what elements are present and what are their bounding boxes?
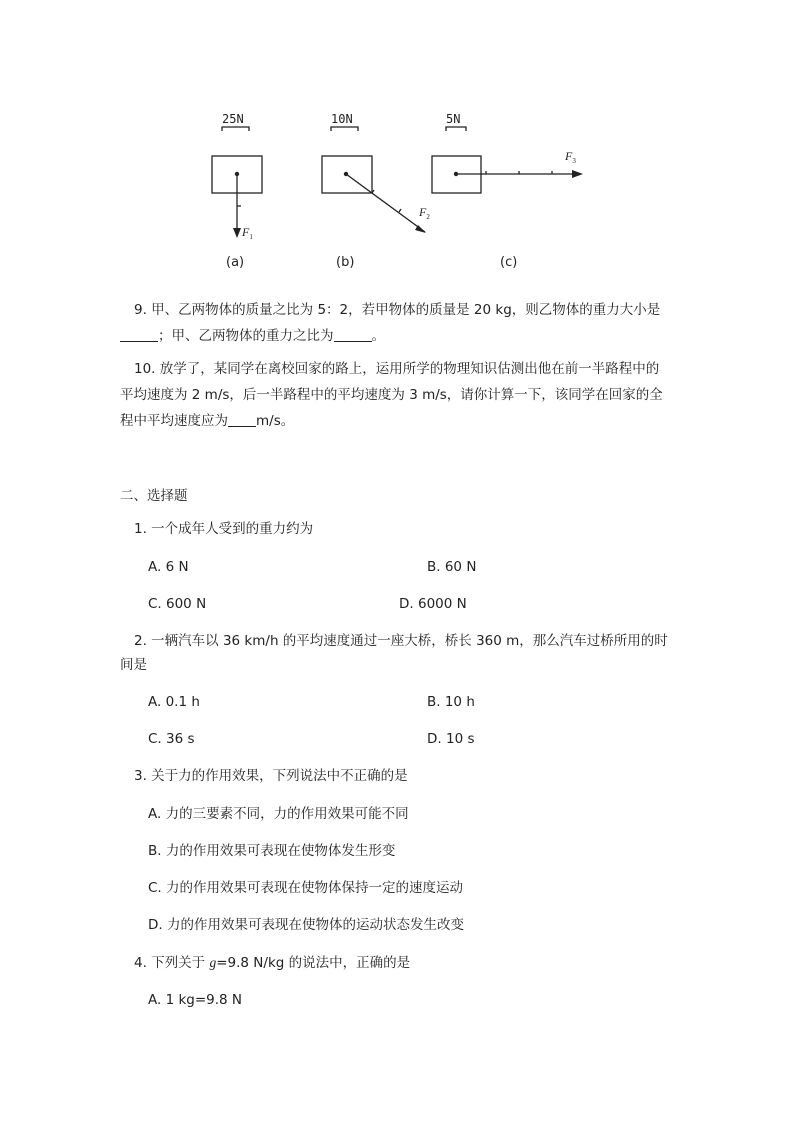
choice-question-4-stem: 4. 下列关于 g=9.8 N/kg 的说法中，正确的是: [134, 955, 411, 971]
q9-text-b: ；甲、乙两物体的重力之比为: [158, 328, 334, 344]
choice-q1-option-a[interactable]: A. 6 N: [148, 559, 189, 575]
section-title: 二、选择题: [120, 488, 188, 504]
choice-q2-option-a[interactable]: A. 0.1 h: [148, 694, 200, 710]
variable-g: g: [209, 955, 217, 970]
force-label-f1: $F_1$: [242, 225, 253, 241]
choice-q2-option-d[interactable]: D. 10 s: [427, 731, 475, 747]
diagram-a: [212, 127, 262, 238]
q10-line-2: 平均速度为 2 m/s，后一半路程中的平均速度为 3 m/s，请你计算一下，该同学在回家的全: [120, 387, 663, 403]
scale-label-a: 25N: [222, 112, 244, 126]
choice-q1-option-b[interactable]: B. 60 N: [427, 559, 477, 575]
choice-q2-option-b[interactable]: B. 10 h: [427, 694, 475, 710]
scale-bar-a: [222, 127, 249, 131]
choice-q3-option-c[interactable]: C. 力的作用效果可表现在使物体保持一定的速度运动: [148, 880, 464, 896]
choice-question-2-stem-line-1: 2. 一辆汽车以 36 km/h 的平均速度通过一座大桥，桥长 360 m，那么汽车过桥所用的时: [134, 633, 668, 649]
choice-q3-option-d[interactable]: D. 力的作用效果可表现在使物体的运动状态发生改变: [148, 917, 464, 933]
q9-text-a: 9. 甲、乙两物体的质量之比为 5：2，若甲物体的质量是 20 kg，则乙物体的重力大小是: [134, 302, 661, 318]
scale-label-b: 10N: [331, 112, 353, 126]
choice-question-1-stem: 1. 一个成年人受到的重力约为: [134, 521, 314, 537]
choice-q3-option-b[interactable]: B. 力的作用效果可表现在使物体发生形变: [148, 843, 396, 859]
q10-blank[interactable]: [228, 412, 256, 427]
q10-text-a: 程中平均速度应为: [120, 413, 228, 429]
scale-label-c: 5N: [446, 112, 461, 126]
force-label-f2: $F_2$: [419, 205, 430, 221]
caption-a: (a): [226, 255, 245, 270]
force-arrow-f2: [346, 174, 425, 232]
choice-q1-option-d[interactable]: D. 6000 N: [399, 596, 467, 612]
fill-question-10: [120, 356, 680, 434]
q9-blank-2[interactable]: [334, 327, 372, 342]
scale-bar-c: [446, 127, 466, 131]
choice-q3-option-a[interactable]: A. 力的三要素不同，力的作用效果可能不同: [148, 806, 409, 822]
choice-question-3-stem: 3. 关于力的作用效果，下列说法中不正确的是: [134, 768, 408, 784]
fill-question-9: [120, 297, 680, 349]
choice-q4-option-a[interactable]: A. 1 kg=9.8 N: [148, 992, 243, 1008]
choice-q1-option-c[interactable]: C. 600 N: [148, 596, 207, 612]
q10-text-b: m/s。: [256, 413, 295, 429]
diagram-b: [322, 127, 426, 233]
caption-c: (c): [500, 255, 518, 270]
diagram-c: [432, 127, 583, 193]
scale-bar-b: [331, 127, 358, 131]
q10-line-1: 10. 放学了，某同学在离校回家的路上，运用所学的物理知识估测出他在前一半路程中的: [134, 361, 660, 377]
choice-q2-option-c[interactable]: C. 36 s: [148, 731, 195, 747]
force-diagrams-figure: [190, 105, 610, 275]
choice-question-2-stem-line-2: 间是: [120, 657, 147, 673]
force-label-f3: $F_3$: [565, 149, 576, 165]
q9-text-c: 。: [371, 328, 385, 344]
q9-blank-1[interactable]: [120, 327, 158, 342]
caption-b: (b): [336, 255, 355, 270]
